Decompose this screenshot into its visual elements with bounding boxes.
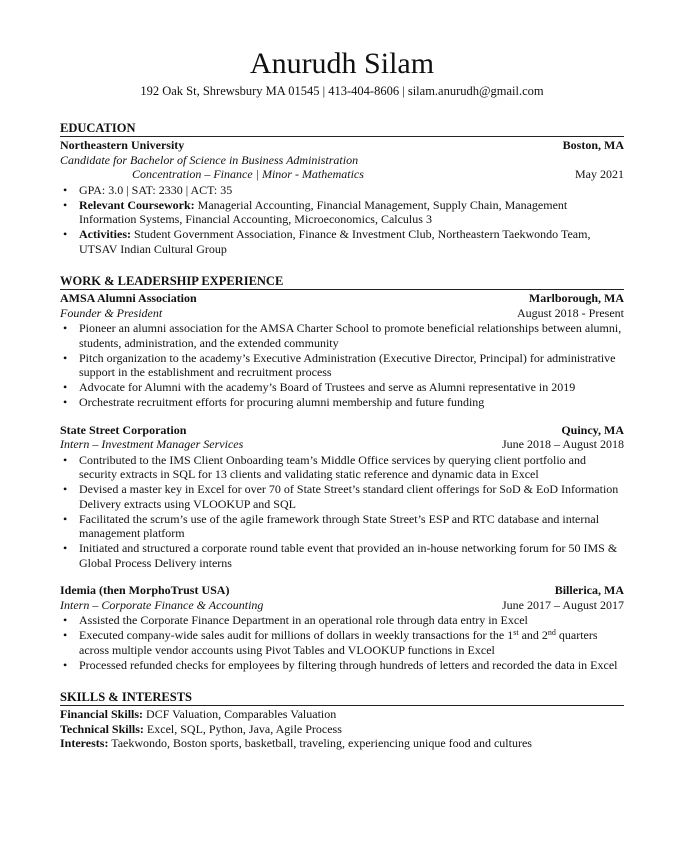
job-bullets <box>60 453 624 571</box>
education-heading: EDUCATION <box>60 121 624 137</box>
interests-label: Interests: <box>60 736 109 750</box>
job-org: AMSA Alumni Association <box>60 291 197 305</box>
candidate-name: Anurudh Silam <box>249 47 435 80</box>
job-location: Billerica, MA <box>554 583 624 597</box>
list-item: • Orchestrate recruitment efforts for procuring alumni membership and future funding <box>60 395 624 410</box>
job-org-row <box>60 423 624 438</box>
list-item: • Assisted the Corporate Finance Department in an operational role through data entry in Excel <box>60 613 624 628</box>
list-item <box>60 183 624 198</box>
job-org-row <box>60 291 624 306</box>
scores-text: GPA: 3.0 | SAT: 2330 | ACT: 35 <box>79 182 233 197</box>
interests-line <box>60 736 624 751</box>
coursework-text: Managerial Accounting, Financial Management, Supply Chain, Management Information Systems, Financial Accounting, Microeconomics, Calculus 3 <box>79 197 568 226</box>
list-item: • Pitch organization to the academy’s Executive Administration (Executive Director, Principal) for administrative support in the establishment and recruitment process <box>60 351 624 380</box>
job-role-row <box>60 437 624 452</box>
contact-line: 192 Oak St, Shrewsbury MA 01545 | 413-404-8606 | silam.anurudh@gmail.com <box>140 84 544 98</box>
job-org: Idemia (then MorphoTrust USA) <box>60 583 230 597</box>
school-location: Boston, MA <box>562 138 624 152</box>
list-item: • Devised a master key in Excel for over 70 of State Street’s standard client offerings for SoD & EoD Information Delivery extracts using VLOOKUP and SQL <box>60 482 624 511</box>
experience-heading: WORK & LEADERSHIP EXPERIENCE <box>60 274 624 290</box>
education-bullets <box>60 183 624 257</box>
job-org-row <box>60 583 624 598</box>
list-item <box>60 227 624 256</box>
audit-text: Executed company-wide sales audit for millions of dollars in weekly transactions for the 1 <box>79 628 514 642</box>
coursework-label: Relevant Coursework: <box>79 197 195 212</box>
job-dates: June 2018 – August 2018 <box>501 437 624 451</box>
list-item: • Advocate for Alumni with the academy’s Board of Trustees and serve as Alumni representative in 2019 <box>60 380 624 395</box>
job-entry-idemia <box>60 583 624 672</box>
superscript-st: st <box>513 628 519 637</box>
job-org: State Street Corporation <box>60 422 187 437</box>
interests-text: Taekwondo, Boston sports, basketball, traveling, experiencing unique food and cultures <box>108 736 532 750</box>
job-dates: June 2017 – August 2017 <box>501 597 624 612</box>
education-school-row <box>60 138 624 153</box>
job-bullets <box>60 321 624 410</box>
audit-rest: quarters across multiple vendor accounts using Pivot Tables and VLOOKUP functions in Excel <box>79 628 598 657</box>
job-dates: August 2018 - Present <box>517 305 624 320</box>
job-role: Founder & President <box>60 305 163 320</box>
education-section <box>60 121 624 256</box>
job-role-row <box>60 306 624 321</box>
graduation-date: May 2021 <box>575 167 624 181</box>
financial-skills-label: Financial Skills: <box>60 707 144 721</box>
job-role: Intern – Investment Manager Services <box>60 437 244 451</box>
job-location: Quincy, MA <box>561 422 624 437</box>
degree-line: Candidate for Bachelor of Science in Business Administration <box>60 152 359 167</box>
technical-skills-text: Excel, SQL, Python, Java, Agile Process <box>143 721 342 736</box>
financial-skills-line <box>60 707 624 722</box>
skills-section <box>60 690 624 751</box>
list-item: • Initiated and structured a corporate round table event that provided an in-house networking forum for 50 IMS & Global Process Delivery interns <box>60 541 624 570</box>
skills-heading: SKILLS & INTERESTS <box>60 690 624 706</box>
technical-skills-line <box>60 722 624 737</box>
activities-label: Activities: <box>79 227 131 241</box>
school-name: Northeastern University <box>60 138 185 152</box>
activities-text: Student Government Association, Finance & Investment Club, Northeastern Taekwondo Team, UTSAV Indian Cultural Group <box>79 227 591 256</box>
job-role: Intern – Corporate Finance & Accounting <box>60 597 264 612</box>
superscript-nd: nd <box>547 628 556 637</box>
job-location: Marlborough, MA <box>528 291 624 305</box>
audit-mid: and 2 <box>518 628 548 642</box>
concentration-line: Concentration – Finance | Minor - Mathematics <box>132 167 364 181</box>
experience-section <box>60 274 624 672</box>
list-item: • Contributed to the IMS Client Onboarding team’s Middle Office services by querying client portfolio and security extracts in SQL for 13 clients and validating static reference and dynamic data in Excel <box>60 453 624 482</box>
list-item: • Processed refunded checks for employees by filtering through hundreds of letters and recorded the data in Excel <box>60 658 624 673</box>
job-entry-amsa <box>60 291 624 410</box>
list-item <box>60 198 624 227</box>
financial-skills-text: DCF Valuation, Comparables Valuation <box>143 707 337 721</box>
job-role-row <box>60 598 624 613</box>
concentration-row <box>60 167 624 182</box>
list-item: • Facilitated the scrum’s use of the agile framework through State Street’s ESP and RTC database and internal management platform <box>60 512 624 541</box>
list-item: • Pioneer an alumni association for the AMSA Charter School to promote beneficial relationships between alumni, students, administration, and the extended community <box>60 321 624 350</box>
job-entry-state-street <box>60 423 624 571</box>
technical-skills-label: Technical Skills: <box>60 721 144 736</box>
job-bullets <box>60 613 624 672</box>
list-item <box>60 628 624 657</box>
